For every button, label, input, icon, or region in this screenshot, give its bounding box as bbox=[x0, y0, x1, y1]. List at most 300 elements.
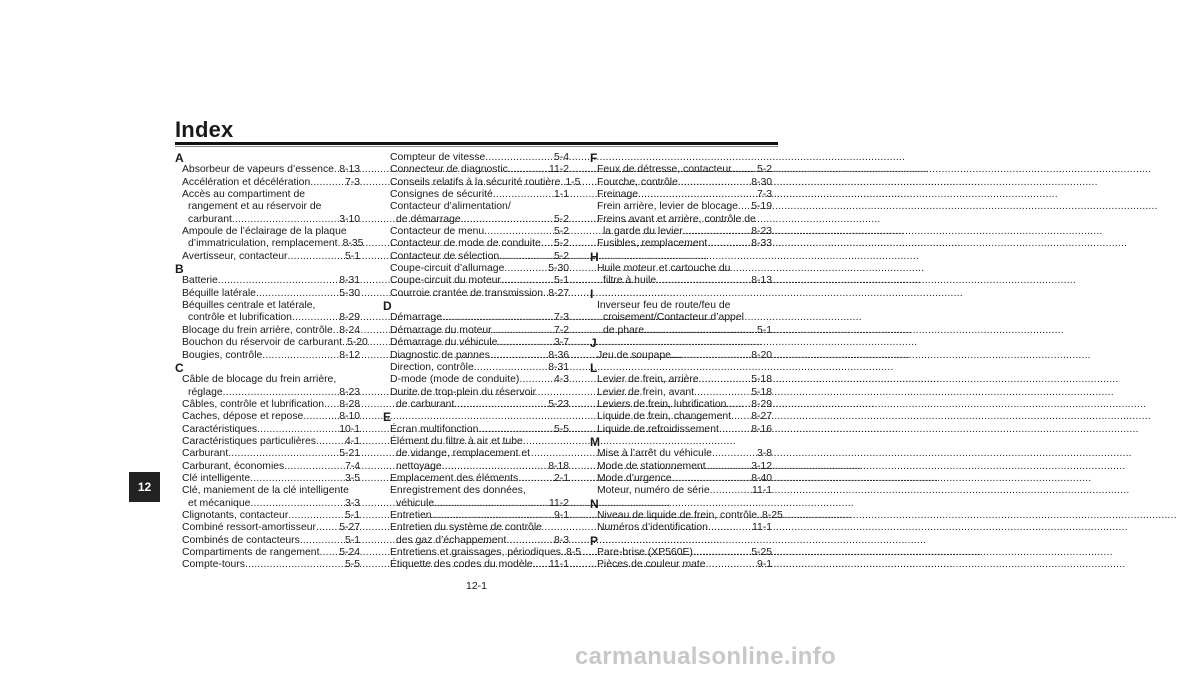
leader-dots bbox=[292, 312, 338, 324]
entry-text: de vidange, remplacement et bbox=[396, 448, 531, 460]
entry-page-ref: 8-31 bbox=[339, 275, 360, 287]
entry-page-ref: 8-13 bbox=[339, 164, 360, 176]
entry-page-ref: 7-3 bbox=[756, 189, 772, 201]
entry-text: Étiquette des codes du modèle bbox=[390, 559, 533, 571]
entry-page-ref: 11-2 bbox=[548, 164, 569, 176]
index-entry-line bbox=[182, 522, 360, 534]
entry-text: Connecteur de diagnostic bbox=[390, 164, 508, 176]
entry-text: la garde du levier bbox=[603, 226, 683, 238]
index-entry bbox=[383, 238, 569, 250]
index-entry bbox=[590, 448, 772, 460]
entry-page-ref: 5-2 bbox=[553, 250, 569, 262]
entry-page-ref: 8-35 bbox=[342, 238, 364, 250]
index-entry-line bbox=[597, 509, 783, 522]
index-entry bbox=[590, 473, 772, 485]
index-letter: E bbox=[383, 410, 392, 425]
entry-text: Béquilles centrale et latérale, bbox=[182, 300, 316, 312]
entry-page-ref: 3-8 bbox=[756, 448, 772, 460]
leader-dots bbox=[284, 461, 344, 473]
entry-text: Élément du filtre à air et tube bbox=[390, 435, 523, 447]
index-entry-line bbox=[182, 337, 368, 349]
entry-page-ref: 5-4 bbox=[553, 152, 569, 163]
index-entry bbox=[590, 461, 772, 473]
entry-text: Ampoule de l’éclairage de la plaque bbox=[182, 226, 347, 238]
index-entry bbox=[383, 226, 569, 238]
index-entry bbox=[590, 374, 772, 386]
entry-text: Consignes de sécurité bbox=[390, 189, 493, 201]
leader-dots bbox=[442, 461, 548, 473]
index-entry bbox=[175, 411, 360, 423]
index-entry-line bbox=[597, 325, 772, 337]
entry-page-ref: 3-10 bbox=[339, 213, 360, 225]
entry-text: Compartiments de rangement bbox=[182, 547, 320, 558]
index-entry bbox=[175, 337, 368, 349]
index-entry-line bbox=[390, 325, 569, 337]
entry-page-ref: 8-5 bbox=[565, 547, 581, 558]
index-entry-line bbox=[390, 251, 569, 263]
index-entry bbox=[175, 448, 360, 460]
entry-page-ref: 5-1 bbox=[756, 324, 772, 336]
index-entry-line bbox=[597, 424, 772, 436]
entry-text: contrôle et lubrification bbox=[188, 312, 292, 324]
index-entry-line bbox=[390, 238, 569, 250]
index-entry bbox=[383, 312, 569, 324]
entry-text: Démarrage bbox=[390, 312, 442, 324]
leader-dots bbox=[726, 399, 750, 411]
entry-text: rangement et au réservoir de bbox=[188, 201, 322, 213]
leader-dots bbox=[485, 152, 553, 164]
entry-text: Fusibles, remplacement bbox=[597, 238, 708, 250]
index-entry-line bbox=[390, 535, 569, 547]
entry-page-ref: 5-1 bbox=[344, 509, 360, 521]
entry-text: Jeu de soupape bbox=[597, 349, 671, 361]
index-entry-line bbox=[182, 498, 360, 510]
entry-text: Carburant bbox=[182, 448, 229, 460]
index-entry-line bbox=[390, 337, 569, 349]
entry-text: de carburant bbox=[396, 398, 455, 410]
title-rule bbox=[175, 142, 778, 145]
entry-text: Moteur, numéro de série bbox=[597, 485, 710, 497]
index-entry bbox=[175, 547, 360, 559]
index-column-1 bbox=[175, 151, 368, 572]
entry-text: Direction, contrôle bbox=[390, 361, 474, 373]
page-number: 12-1 bbox=[466, 580, 488, 592]
entry-text: nettoyage bbox=[396, 460, 442, 472]
index-entry-line bbox=[390, 226, 569, 238]
index-entry bbox=[590, 164, 772, 176]
leader-dots bbox=[490, 350, 547, 362]
entry-page-ref: 5-23 bbox=[548, 398, 569, 410]
leader-dots bbox=[699, 374, 751, 386]
leader-dots bbox=[442, 312, 553, 324]
index-entry bbox=[590, 214, 772, 239]
index-letter: I bbox=[590, 286, 594, 301]
index-entry bbox=[383, 424, 569, 436]
index-entry bbox=[383, 325, 569, 337]
index-column-3 bbox=[590, 151, 783, 572]
entry-text: de phare bbox=[603, 324, 645, 336]
entry-page-ref: 8-31 bbox=[548, 361, 569, 373]
entry-page-ref: 8-12 bbox=[339, 349, 360, 361]
leader-dots bbox=[256, 288, 338, 300]
entry-page-ref: 8-27 bbox=[751, 411, 772, 423]
entry-page-ref: 8-23 bbox=[751, 226, 772, 238]
entry-text: Câbles, contrôle et lubrification bbox=[182, 398, 325, 410]
index-entry-line bbox=[182, 177, 360, 189]
leader-dots bbox=[288, 510, 344, 522]
index-entry bbox=[590, 399, 772, 411]
entry-text: Coupe-circuit du moteur bbox=[390, 275, 501, 287]
index-entry-line bbox=[182, 473, 360, 485]
index-entry-line bbox=[182, 164, 360, 176]
leader-dots bbox=[672, 473, 751, 485]
entry-page-ref: 5-2 bbox=[553, 238, 569, 250]
index-entry bbox=[383, 152, 569, 164]
entry-page-ref: 9-1 bbox=[756, 559, 772, 571]
index-entry bbox=[383, 337, 569, 349]
leader-dots bbox=[288, 251, 344, 263]
leader-dots bbox=[316, 522, 338, 534]
entry-page-ref: 7-3 bbox=[553, 312, 569, 324]
entry-text: Écran multifonction bbox=[390, 423, 479, 435]
entry-page-ref: 1-5 bbox=[565, 176, 581, 188]
index-entry bbox=[175, 510, 360, 522]
index-entry bbox=[383, 374, 569, 386]
entry-page-ref: 7-2 bbox=[553, 324, 569, 336]
entry-page-ref: 3-7 bbox=[553, 337, 569, 349]
entry-text: Démarrage du véhicule bbox=[390, 337, 498, 349]
index-entry-line bbox=[597, 559, 772, 571]
entry-text: Courroie crantée de transmission bbox=[390, 287, 544, 299]
entry-text: Câble de blocage du frein arrière, bbox=[182, 374, 337, 386]
chapter-tab: 12 bbox=[129, 472, 160, 502]
leader-dots bbox=[501, 275, 553, 287]
index-entry-line bbox=[390, 424, 569, 436]
entry-text: Absorbeur de vapeurs d’essence bbox=[182, 164, 334, 176]
entry-page-ref: 9-1 bbox=[553, 509, 569, 521]
index-entry bbox=[383, 473, 569, 485]
index-letter: B bbox=[175, 262, 184, 277]
entry-page-ref: 5-5 bbox=[344, 559, 360, 571]
entry-page-ref: 5-2 bbox=[553, 226, 569, 238]
index-entry bbox=[383, 263, 569, 275]
entry-text: et mécanique bbox=[188, 497, 251, 509]
entry-text: de démarrage bbox=[396, 213, 461, 225]
index-letter: L bbox=[590, 360, 598, 375]
index-entry-line bbox=[597, 275, 772, 287]
leader-dots bbox=[257, 424, 338, 436]
index-entry-line bbox=[390, 461, 569, 473]
index-entry bbox=[175, 177, 360, 189]
leader-dots bbox=[262, 350, 338, 362]
leader-dots bbox=[497, 337, 553, 349]
index-entry bbox=[590, 424, 772, 436]
leader-dots bbox=[638, 189, 756, 201]
entry-page-ref: 8-36 bbox=[548, 349, 569, 361]
entry-page-ref: 7-4 bbox=[344, 460, 360, 472]
index-entry-line bbox=[182, 288, 360, 300]
leader-dots bbox=[434, 498, 548, 510]
entry-page-ref: 11-1 bbox=[548, 559, 569, 571]
index-entry-line bbox=[182, 535, 360, 547]
index-entry bbox=[590, 350, 772, 362]
index-entry bbox=[383, 251, 569, 263]
leader-dots bbox=[683, 226, 750, 238]
leader-dots bbox=[719, 424, 750, 436]
leader-dots bbox=[492, 325, 553, 337]
leader-dots bbox=[710, 485, 751, 497]
leader-dots bbox=[678, 177, 750, 189]
leader-dots bbox=[519, 374, 553, 386]
entry-text: des gaz d’échappement bbox=[396, 534, 507, 546]
index-entry bbox=[175, 275, 360, 287]
index-entry bbox=[383, 436, 569, 473]
entry-text: Conseils relatifs à la sécurité routière bbox=[390, 176, 561, 188]
index-entry-line bbox=[182, 325, 360, 337]
entry-text: Leviers de frein, lubrification bbox=[597, 398, 727, 410]
index-entry-line bbox=[597, 461, 772, 473]
index-entry-line bbox=[597, 522, 772, 534]
leader-dots bbox=[541, 238, 553, 250]
entry-page-ref: 3-5 bbox=[344, 472, 360, 484]
leader-dots bbox=[250, 473, 344, 485]
index-entry-line bbox=[597, 164, 772, 176]
index-entry-line bbox=[390, 176, 581, 189]
index-entry-line bbox=[390, 312, 569, 324]
index-entry-line bbox=[597, 399, 772, 411]
leader-dots bbox=[478, 424, 553, 436]
index-entry bbox=[590, 263, 772, 288]
leader-dots bbox=[218, 275, 338, 287]
leader-dots bbox=[432, 510, 553, 522]
leader-dots bbox=[707, 238, 750, 250]
index-letter: J bbox=[590, 336, 597, 351]
index-letter: H bbox=[590, 249, 599, 264]
entry-page-ref: 3-3 bbox=[344, 497, 360, 509]
entry-text: Caractéristiques particulières bbox=[182, 435, 316, 447]
index-entry bbox=[383, 362, 569, 374]
index-entry-line bbox=[597, 547, 772, 559]
entry-text: Combiné ressort-amortisseur bbox=[182, 522, 316, 534]
entry-page-ref: 8-24 bbox=[339, 324, 360, 336]
entry-text: Freins avant et arrière, contrôle de bbox=[597, 213, 756, 225]
index-entry-line bbox=[597, 201, 772, 213]
entry-text: Compteur de vitesse bbox=[390, 152, 486, 163]
leader-dots bbox=[461, 214, 553, 226]
index-entry bbox=[590, 201, 772, 213]
entry-page-ref: 5-2 bbox=[553, 213, 569, 225]
index-entry-line bbox=[597, 350, 772, 362]
entry-text: Béquille latérale bbox=[182, 287, 256, 299]
entry-text: Avertisseur, contacteur bbox=[182, 250, 288, 262]
index-entry bbox=[383, 350, 569, 362]
index-entry-line bbox=[182, 547, 360, 559]
entry-page-ref: 5-1 bbox=[344, 534, 360, 546]
leader-dots bbox=[708, 522, 751, 534]
entry-text: Freinage bbox=[597, 189, 639, 201]
entry-page-ref: 8-33 bbox=[751, 238, 772, 250]
leader-dots bbox=[656, 275, 750, 287]
entry-page-ref: 3-12 bbox=[751, 460, 772, 472]
index-entry-line bbox=[390, 559, 569, 571]
entry-page-ref: 11-1 bbox=[751, 485, 772, 497]
page-title: Index bbox=[175, 117, 234, 142]
leader-dots bbox=[706, 559, 756, 571]
index-entry bbox=[383, 510, 569, 522]
leader-dots bbox=[474, 362, 547, 374]
entry-text: Coupe-circuit d’allumage bbox=[390, 263, 505, 275]
index-entry-line bbox=[182, 424, 360, 436]
entry-text: d’immatriculation, remplacement bbox=[188, 238, 338, 250]
entry-text: Blocage du frein arrière, contrôle bbox=[182, 324, 333, 336]
index-entry bbox=[590, 522, 772, 534]
leader-dots bbox=[732, 164, 756, 176]
entry-page-ref: 5-1 bbox=[553, 275, 569, 287]
index-entry bbox=[175, 485, 360, 510]
entry-text: Contacteur de sélection bbox=[390, 250, 500, 262]
index-entry bbox=[175, 473, 360, 485]
index-entry-line bbox=[390, 510, 569, 522]
index-letter: F bbox=[590, 151, 598, 165]
index-entry bbox=[383, 522, 569, 547]
index-entry bbox=[590, 485, 772, 497]
leader-dots bbox=[738, 201, 750, 213]
watermark: carmanualsonline.info bbox=[575, 643, 837, 670]
index-letter: M bbox=[590, 434, 600, 449]
index-entry-line bbox=[597, 226, 772, 238]
entry-page-ref: 8-30 bbox=[751, 176, 772, 188]
entry-text: véhicule bbox=[396, 497, 435, 509]
entry-text: Mode de stationnement bbox=[597, 460, 706, 472]
index-entry-line bbox=[390, 214, 569, 226]
index-entry-line bbox=[390, 498, 569, 510]
index-entry bbox=[590, 189, 772, 201]
index-entry bbox=[383, 275, 569, 287]
index-entry-line bbox=[390, 189, 569, 201]
entry-page-ref: 8-29 bbox=[751, 398, 772, 410]
leader-dots bbox=[319, 547, 338, 559]
index-entry-line bbox=[182, 350, 360, 362]
index-entry-line bbox=[182, 312, 360, 324]
leader-dots bbox=[232, 214, 338, 226]
index-entry bbox=[590, 300, 772, 337]
entry-page-ref: 8-27 bbox=[548, 287, 569, 299]
entry-text: filtre à huile bbox=[603, 275, 657, 287]
leader-dots bbox=[506, 535, 553, 547]
index-entry bbox=[383, 201, 569, 226]
entry-page-ref: 8-29 bbox=[339, 312, 360, 324]
entry-text: Feux de détresse, contacteur bbox=[597, 164, 732, 176]
leader-dots bbox=[454, 399, 547, 411]
entry-text: Frein arrière, levier de blocage bbox=[597, 201, 738, 213]
index-entry bbox=[175, 436, 360, 448]
index-entry-line bbox=[597, 189, 772, 201]
entry-page-ref: 8-28 bbox=[339, 398, 360, 410]
index-entry-line bbox=[597, 473, 772, 485]
entry-text: Huile moteur et cartouche du bbox=[597, 263, 731, 275]
index-entry bbox=[590, 559, 772, 571]
index-entry-line bbox=[182, 251, 360, 263]
entry-page-ref: 4-3 bbox=[553, 374, 569, 386]
entry-text: Diagnostic de pannes bbox=[390, 349, 490, 361]
entry-text: Bouchon du réservoir de carburant bbox=[182, 337, 342, 349]
index-entry bbox=[175, 288, 360, 300]
index-entry-line bbox=[390, 547, 581, 559]
index-entry-line bbox=[182, 448, 360, 460]
entry-page-ref: 5-2 bbox=[756, 164, 772, 176]
index-entry-line bbox=[390, 374, 569, 386]
entry-page-ref: 5-1 bbox=[344, 250, 360, 262]
index-entry-line bbox=[182, 275, 360, 287]
entry-page-ref: 8-23 bbox=[339, 386, 360, 398]
entry-page-ref: 8-3 bbox=[553, 534, 569, 546]
index-letter: N bbox=[590, 496, 599, 511]
leader-dots bbox=[300, 535, 344, 547]
entry-text: Batterie bbox=[182, 275, 218, 287]
entry-text: Clé, maniement de la clé intelligente bbox=[182, 485, 349, 497]
entry-text: Clé intelligente bbox=[182, 472, 251, 484]
index-entry-line bbox=[182, 559, 360, 571]
entry-text: Caches, dépose et repose bbox=[182, 411, 304, 423]
index-entry bbox=[590, 387, 772, 399]
index-column-2 bbox=[383, 152, 581, 572]
leader-dots bbox=[533, 559, 548, 571]
entry-page-ref: 5-18 bbox=[751, 374, 772, 386]
leader-dots bbox=[484, 226, 553, 238]
entry-page-ref: 5-30 bbox=[548, 263, 569, 275]
entry-page-ref: 8-16 bbox=[751, 423, 772, 435]
entry-page-ref: 5-21 bbox=[339, 448, 360, 460]
index-entry-line bbox=[597, 238, 772, 250]
index-entry bbox=[590, 411, 772, 423]
index-entry-line bbox=[597, 374, 772, 386]
leader-dots bbox=[303, 411, 338, 423]
index-entry-line bbox=[597, 387, 772, 399]
leader-dots bbox=[671, 350, 750, 362]
entry-page-ref: 7-3 bbox=[344, 176, 360, 188]
entry-text: Combinés de contacteurs bbox=[182, 534, 300, 546]
entry-text: Inverseur feu de route/feu de bbox=[597, 300, 731, 312]
entry-text: Fourche, contrôle bbox=[597, 176, 678, 188]
leader-dots bbox=[493, 189, 553, 201]
index-entry-line bbox=[597, 448, 772, 460]
index-entry-line bbox=[390, 473, 569, 485]
entry-text: croisement/Contacteur d’appel bbox=[603, 312, 744, 324]
entry-page-ref: 5-20 bbox=[347, 337, 368, 349]
index-entry-line bbox=[182, 214, 360, 226]
entry-page-ref: 5-18 bbox=[751, 386, 772, 398]
index-entry-line bbox=[597, 411, 772, 423]
leader-dots bbox=[223, 387, 339, 399]
index-entry bbox=[175, 251, 360, 263]
leader-dots bbox=[694, 387, 750, 399]
index-entry-line bbox=[182, 387, 360, 399]
entry-text: Numéros d’identification bbox=[597, 522, 708, 534]
entry-text: Entretien du système de contrôle bbox=[390, 522, 542, 534]
entry-page-ref: 2-1 bbox=[553, 472, 569, 484]
index-entry-line bbox=[390, 350, 569, 362]
entry-text: Accélération et décélération bbox=[182, 176, 311, 188]
entry-text: Enregistrement des données, bbox=[390, 485, 526, 497]
entry-page-ref: 8-20 bbox=[751, 349, 772, 361]
leader-dots bbox=[316, 436, 344, 448]
index-entry bbox=[383, 387, 569, 412]
entry-page-ref: 11-1 bbox=[751, 522, 772, 534]
entry-text: Liquide de refroidissement bbox=[597, 423, 719, 435]
index-entry-line bbox=[182, 436, 360, 448]
leader-dots bbox=[310, 177, 344, 189]
entry-text: Mode d’urgence bbox=[597, 472, 672, 484]
